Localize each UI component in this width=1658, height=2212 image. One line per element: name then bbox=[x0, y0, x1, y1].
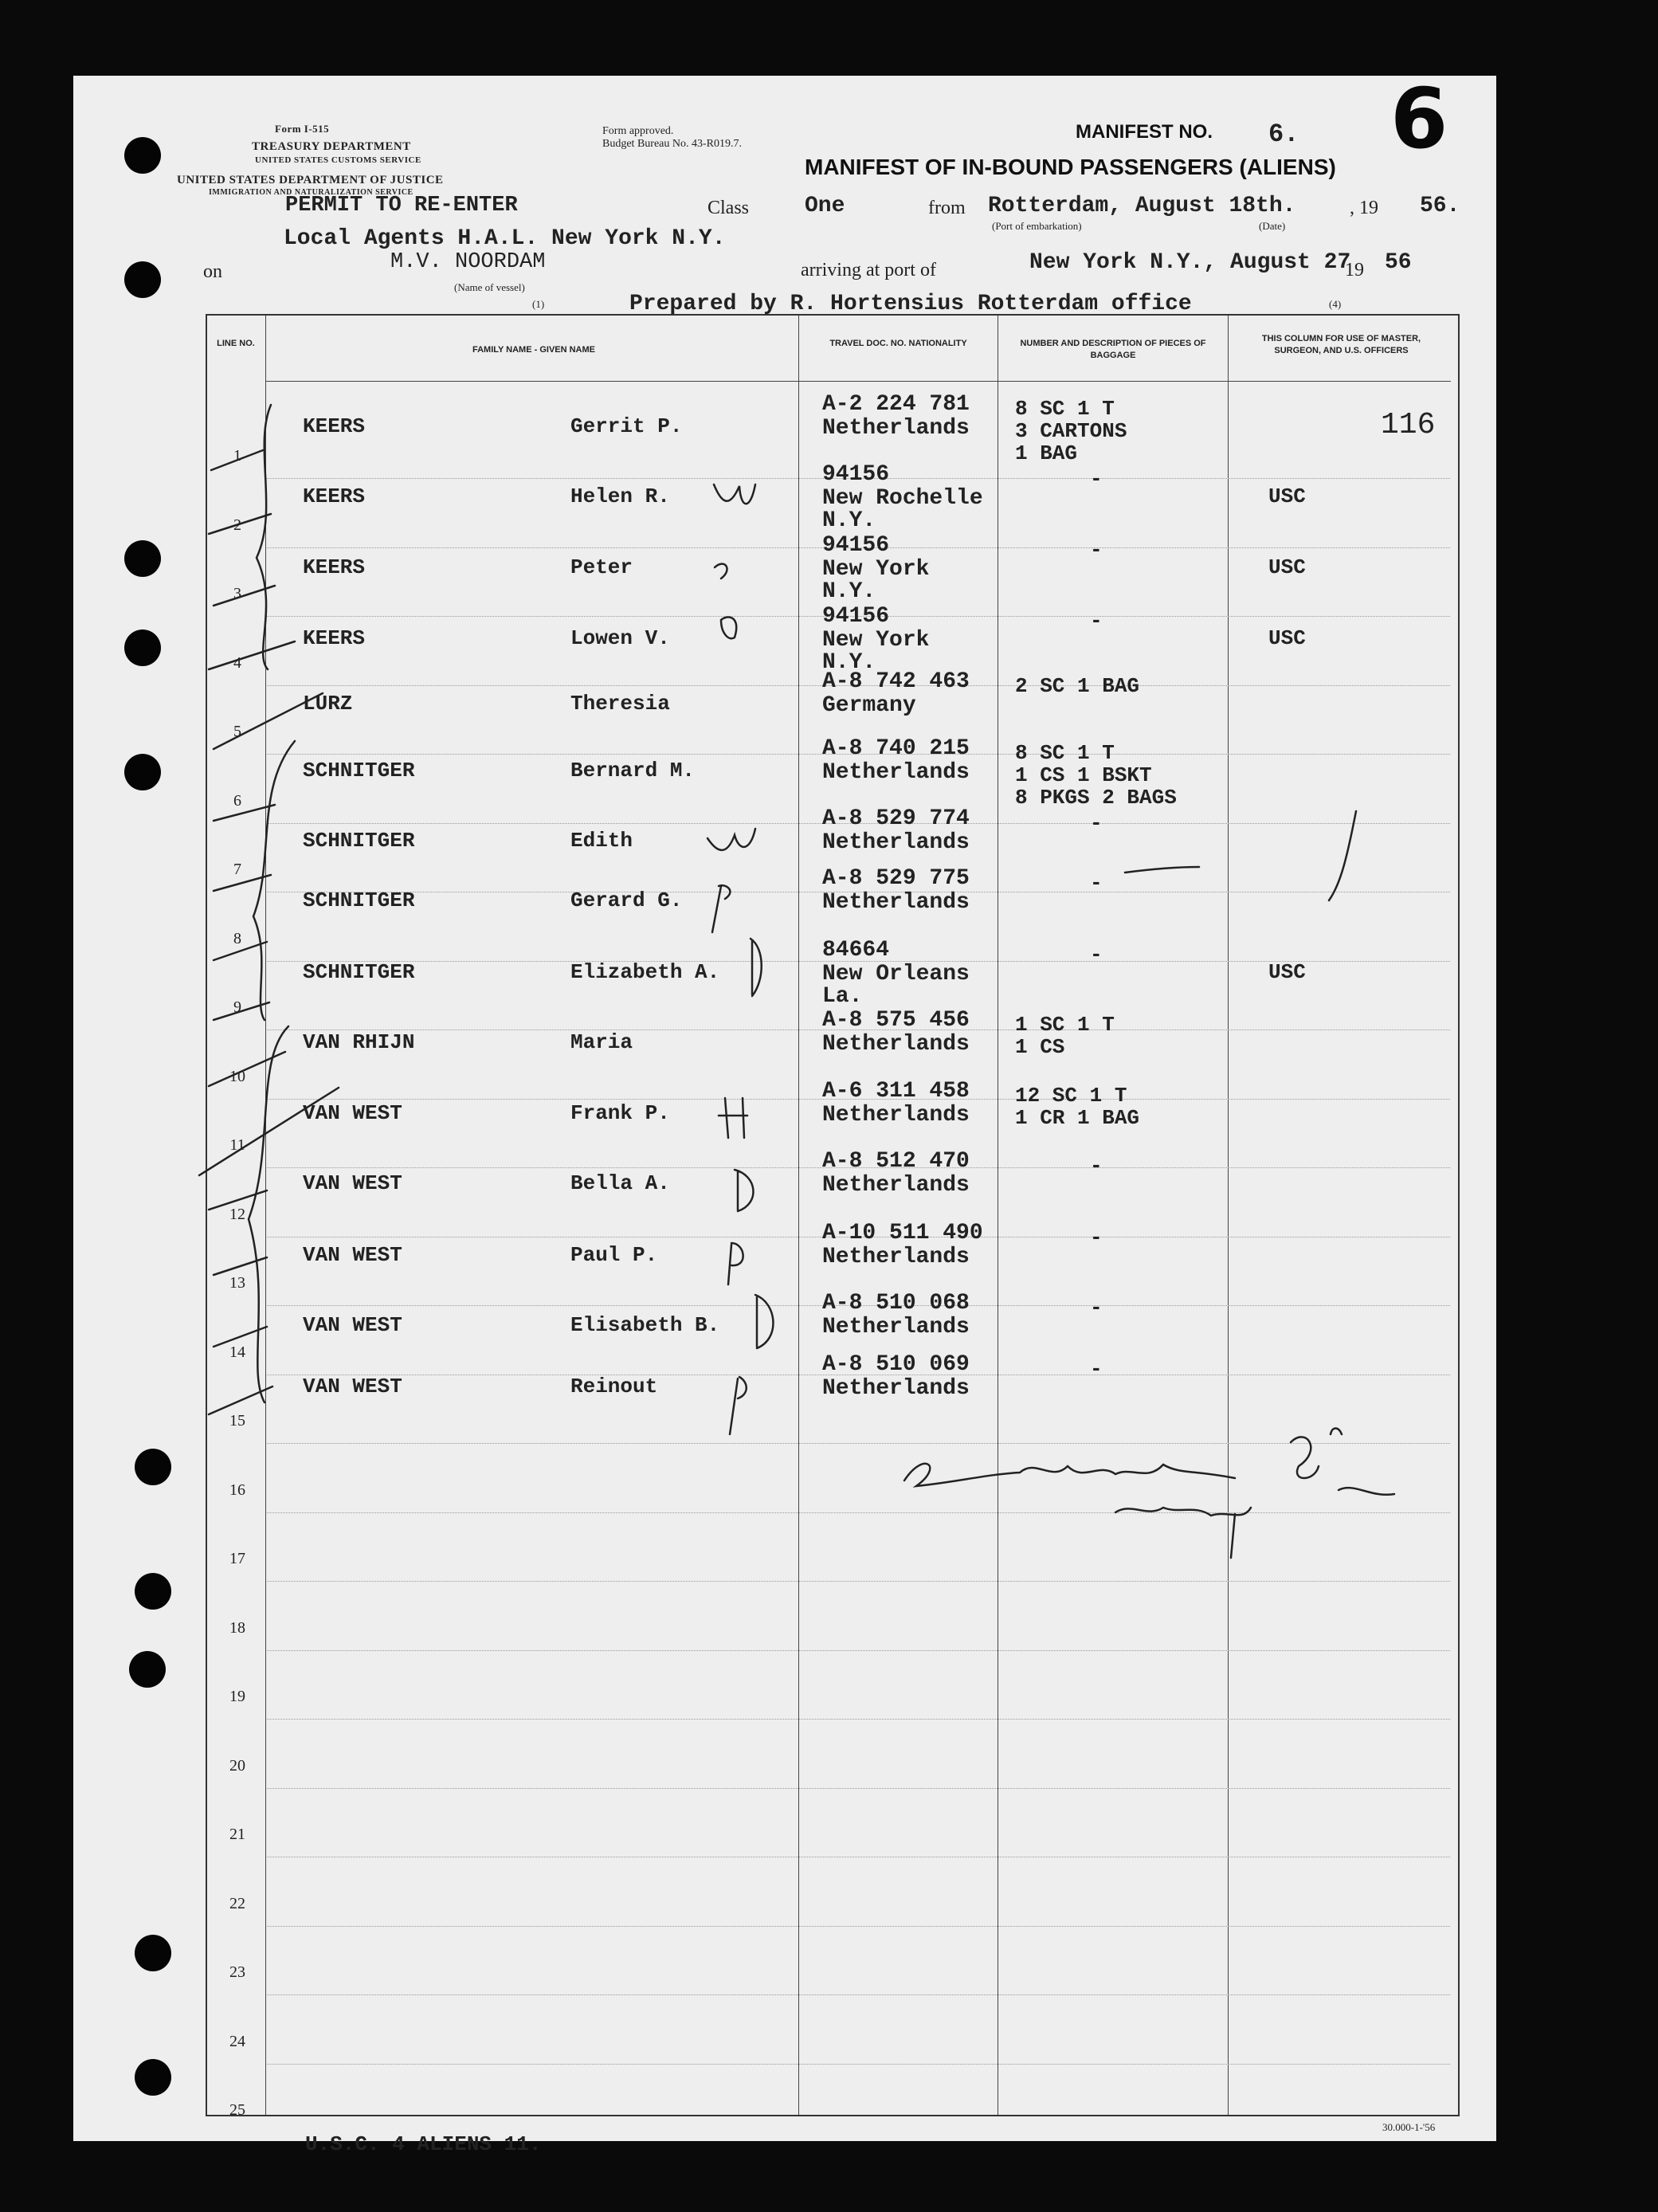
nationality: Netherlands bbox=[822, 1032, 970, 1057]
officer-note: USC bbox=[1268, 555, 1306, 579]
nationality: Netherlands bbox=[822, 830, 970, 855]
year-prefix: , 19 bbox=[1350, 198, 1378, 218]
nationality: Netherlands bbox=[822, 890, 970, 915]
manifest-number-stamp: 6 bbox=[1390, 70, 1448, 167]
nationality: New York bbox=[822, 628, 930, 653]
travel-doc-number: 94156 bbox=[822, 462, 890, 487]
family-name: VAN WEST bbox=[303, 1101, 402, 1125]
given-name: Bernard M. bbox=[570, 759, 696, 782]
agency-line-1: TREASURY DEPARTMENT bbox=[252, 140, 411, 153]
punch-hole bbox=[124, 629, 161, 666]
family-name: VAN WEST bbox=[303, 1375, 402, 1398]
family-name: KEERS bbox=[303, 555, 366, 579]
travel-doc-number: A-8 742 463 bbox=[822, 669, 970, 694]
travel-doc-number: A-8 575 456 bbox=[822, 1008, 970, 1033]
baggage-line-3: 1 BAG bbox=[1015, 441, 1078, 465]
travel-doc-number: A-10 511 490 bbox=[822, 1221, 983, 1245]
nationality: Netherlands bbox=[822, 1315, 970, 1339]
line-number: 7 bbox=[233, 861, 241, 878]
line-number: 11 bbox=[229, 1136, 245, 1154]
arrival-port-date: New York N.Y., August 27 bbox=[1029, 250, 1351, 275]
punch-hole bbox=[135, 1573, 171, 1610]
form-code: 30.000-1-'56 bbox=[1382, 2121, 1436, 2133]
officer-note: USC bbox=[1268, 960, 1306, 984]
given-name: Paul P. bbox=[570, 1243, 658, 1267]
travel-doc-number: A-8 512 470 bbox=[822, 1149, 970, 1174]
col-header-line-no: LINE NO. bbox=[217, 339, 255, 348]
travel-doc-number: A-8 529 774 bbox=[822, 806, 970, 831]
agency-line-3: UNITED STATES DEPARTMENT OF JUSTICE bbox=[177, 174, 444, 186]
nationality-continued: La. bbox=[822, 984, 863, 1009]
given-name: Gerard G. bbox=[570, 888, 683, 912]
travel-doc-number: A-8 510 069 bbox=[822, 1352, 970, 1377]
arrival-year-prefix: 19 bbox=[1345, 260, 1364, 280]
row-divider bbox=[267, 1994, 1450, 1995]
manifest-title: MANIFEST OF IN-BOUND PASSENGERS (ALIENS) bbox=[805, 155, 1336, 179]
travel-doc-number: A-8 529 775 bbox=[822, 866, 970, 891]
col-divider bbox=[798, 316, 799, 2115]
line-number: 22 bbox=[229, 1894, 245, 1912]
arrival-year: 56 bbox=[1385, 250, 1412, 275]
row-divider bbox=[267, 1788, 1450, 1789]
class-label: Class bbox=[707, 198, 750, 218]
prepared-by: Prepared by R. Hortensius Rotterdam office bbox=[629, 292, 1192, 316]
nationality: Netherlands bbox=[822, 1245, 970, 1269]
date-caption: (Date) bbox=[1259, 220, 1286, 232]
baggage-line-2: 1 CR 1 BAG bbox=[1015, 1106, 1140, 1130]
row-divider bbox=[267, 1443, 1450, 1444]
line-number: 23 bbox=[229, 1963, 245, 1981]
punch-hole bbox=[129, 1651, 166, 1688]
line-number: 21 bbox=[229, 1826, 245, 1843]
baggage-line-1: 2 SC 1 BAG bbox=[1015, 674, 1140, 698]
line-number: 2 bbox=[233, 516, 241, 534]
budget-bureau: Budget Bureau No. 43-R019.7. bbox=[602, 138, 742, 150]
baggage-line-1: - bbox=[1090, 871, 1103, 895]
nationality: New Rochelle bbox=[822, 486, 983, 511]
baggage-line-1: - bbox=[1090, 609, 1103, 633]
officer-note: USC bbox=[1268, 626, 1306, 650]
line-number: 3 bbox=[233, 585, 241, 602]
nationality-continued: N.Y. bbox=[822, 650, 876, 675]
line-number: 6 bbox=[233, 791, 241, 810]
baggage-line-1: 8 SC 1 T bbox=[1015, 741, 1115, 765]
form-number: Form I-515 bbox=[275, 123, 330, 135]
line-number: 15 bbox=[229, 1412, 245, 1430]
travel-doc-number: 84664 bbox=[822, 938, 890, 963]
row-divider bbox=[267, 1650, 1450, 1651]
caption-4: (4) bbox=[1329, 298, 1342, 310]
line-number: 18 bbox=[229, 1618, 245, 1637]
family-name: LURZ bbox=[303, 692, 353, 716]
baggage-line-2: 3 CARTONS bbox=[1015, 419, 1127, 443]
line-number: 24 bbox=[229, 2032, 245, 2050]
nationality: New York bbox=[822, 557, 930, 582]
baggage-line-1: - bbox=[1090, 811, 1103, 835]
baggage-line-1: - bbox=[1090, 467, 1103, 491]
baggage-line-3: 8 PKGS 2 BAGS bbox=[1015, 786, 1177, 810]
line-number: 10 bbox=[229, 1067, 245, 1085]
on-label: on bbox=[203, 261, 222, 282]
line-number: 13 bbox=[229, 1274, 245, 1292]
family-name: SCHNITGER bbox=[303, 759, 415, 782]
from-label: from bbox=[928, 198, 966, 218]
arriving-label: arriving at port of bbox=[801, 260, 936, 280]
line-number: 8 bbox=[233, 929, 241, 947]
agency-line-4: IMMIGRATION AND NATURALIZATION SERVICE bbox=[209, 188, 414, 197]
baggage-line-1: 12 SC 1 T bbox=[1015, 1084, 1127, 1108]
family-name: SCHNITGER bbox=[303, 888, 415, 912]
row-divider bbox=[267, 1926, 1450, 1927]
col-header-name: FAMILY NAME - GIVEN NAME bbox=[472, 345, 596, 355]
officer-count-note: 116 bbox=[1381, 408, 1436, 442]
given-name: Elisabeth B. bbox=[570, 1313, 720, 1337]
punch-hole bbox=[124, 261, 161, 298]
nationality: Netherlands bbox=[822, 1103, 970, 1128]
family-name: VAN WEST bbox=[303, 1243, 402, 1267]
given-name: Elizabeth A. bbox=[570, 960, 720, 984]
travel-doc-number: A-2 224 781 bbox=[822, 392, 970, 417]
agency-line-2: UNITED STATES CUSTOMS SERVICE bbox=[255, 155, 421, 165]
line-number: 1 bbox=[233, 447, 241, 465]
nationality: Netherlands bbox=[822, 1376, 970, 1401]
travel-doc-number: 94156 bbox=[822, 604, 890, 629]
travel-doc-number: A-6 311 458 bbox=[822, 1079, 970, 1104]
nationality: Netherlands bbox=[822, 416, 970, 441]
line-number: 17 bbox=[229, 1550, 245, 1567]
given-name: Maria bbox=[570, 1030, 633, 1054]
line-number: 5 bbox=[233, 723, 241, 740]
header-divider bbox=[265, 381, 1451, 382]
baggage-line-2: 1 CS bbox=[1015, 1035, 1065, 1059]
class-value: One bbox=[805, 194, 845, 218]
vessel-name: M.V. NOORDAM bbox=[390, 250, 546, 274]
given-name: Helen R. bbox=[570, 484, 670, 508]
col-divider bbox=[1228, 316, 1229, 2115]
given-name: Peter bbox=[570, 555, 633, 579]
family-name: VAN WEST bbox=[303, 1313, 402, 1337]
manifest-no-value: 6. bbox=[1268, 120, 1299, 149]
nationality-continued: N.Y. bbox=[822, 508, 876, 533]
line-number: 12 bbox=[229, 1205, 245, 1223]
given-name: Theresia bbox=[570, 692, 670, 716]
row-divider bbox=[267, 2064, 1450, 2065]
line-number: 16 bbox=[229, 1481, 245, 1499]
line-number: 20 bbox=[229, 1756, 245, 1775]
family-name: VAN WEST bbox=[303, 1171, 402, 1195]
baggage-line-1: - bbox=[1090, 1357, 1103, 1381]
nationality: New Orleans bbox=[822, 962, 970, 986]
line-number: 25 bbox=[229, 2101, 245, 2119]
family-name: KEERS bbox=[303, 484, 366, 508]
officer-note: USC bbox=[1268, 484, 1306, 508]
line-number: 14 bbox=[229, 1343, 245, 1361]
given-name: Edith bbox=[570, 829, 633, 853]
given-name: Lowen V. bbox=[570, 626, 670, 650]
baggage-line-1: - bbox=[1090, 1296, 1103, 1320]
baggage-line-2: 1 CS 1 BSKT bbox=[1015, 763, 1152, 787]
family-name: KEERS bbox=[303, 626, 366, 650]
vessel-caption: (Name of vessel) bbox=[454, 281, 525, 293]
punch-hole bbox=[124, 754, 161, 790]
baggage-line-1: 1 SC 1 T bbox=[1015, 1013, 1115, 1037]
baggage-line-1: - bbox=[1090, 538, 1103, 562]
baggage-line-1: - bbox=[1090, 1154, 1103, 1178]
nationality: Netherlands bbox=[822, 1173, 970, 1198]
row-divider bbox=[267, 1719, 1450, 1720]
year-value: 56. bbox=[1420, 194, 1460, 218]
baggage-line-1: 8 SC 1 T bbox=[1015, 397, 1115, 421]
col-header-travel-doc: TRAVEL DOC. NO. NATIONALITY bbox=[829, 339, 967, 348]
local-agents: Local Agents H.A.L. New York N.Y. bbox=[284, 226, 726, 251]
punch-hole bbox=[135, 2059, 171, 2096]
punch-hole bbox=[124, 137, 161, 174]
line-number: 9 bbox=[233, 998, 241, 1016]
row-divider bbox=[267, 1512, 1450, 1513]
family-name: SCHNITGER bbox=[303, 960, 415, 984]
col-header-baggage: NUMBER AND DESCRIPTION OF PIECES OF BAGGAGE bbox=[1020, 339, 1206, 360]
given-name: Reinout bbox=[570, 1375, 658, 1398]
nationality: Netherlands bbox=[822, 760, 970, 785]
line-number: 4 bbox=[233, 653, 241, 672]
caption-1: (1) bbox=[532, 298, 545, 310]
given-name: Bella A. bbox=[570, 1171, 670, 1195]
family-name: SCHNITGER bbox=[303, 829, 415, 853]
baggage-line-1: - bbox=[1090, 1226, 1103, 1249]
row-divider bbox=[267, 1581, 1450, 1582]
punch-hole bbox=[135, 1449, 171, 1485]
baggage-line-1: - bbox=[1090, 943, 1103, 967]
permit-to-reenter: PERMIT TO RE-ENTER bbox=[285, 194, 518, 218]
nationality: Germany bbox=[822, 693, 916, 718]
family-name: KEERS bbox=[303, 414, 366, 438]
nationality-continued: N.Y. bbox=[822, 579, 876, 604]
port-of-embarkation: Rotterdam, August 18th. bbox=[988, 194, 1296, 218]
col-header-officers: THIS COLUMN FOR USE OF MASTER, SURGEON, AND U.S. OFFICERS bbox=[1261, 334, 1421, 355]
given-name: Gerrit P. bbox=[570, 414, 683, 438]
col-divider bbox=[265, 316, 266, 2115]
manifest-no-label: MANIFEST NO. bbox=[1076, 121, 1213, 143]
punch-hole bbox=[135, 1935, 171, 1971]
travel-doc-number: A-8 510 068 bbox=[822, 1291, 970, 1316]
footer-totals: U.S.C. 4 ALIENS 11. bbox=[305, 2132, 542, 2156]
port-caption: (Port of embarkation) bbox=[992, 220, 1082, 232]
punch-hole bbox=[124, 540, 161, 577]
travel-doc-number: A-8 740 215 bbox=[822, 736, 970, 761]
line-number: 19 bbox=[229, 1688, 245, 1705]
given-name: Frank P. bbox=[570, 1101, 670, 1125]
family-name: VAN RHIJN bbox=[303, 1030, 415, 1054]
travel-doc-number: 94156 bbox=[822, 533, 890, 558]
form-approved: Form approved. bbox=[602, 125, 674, 137]
